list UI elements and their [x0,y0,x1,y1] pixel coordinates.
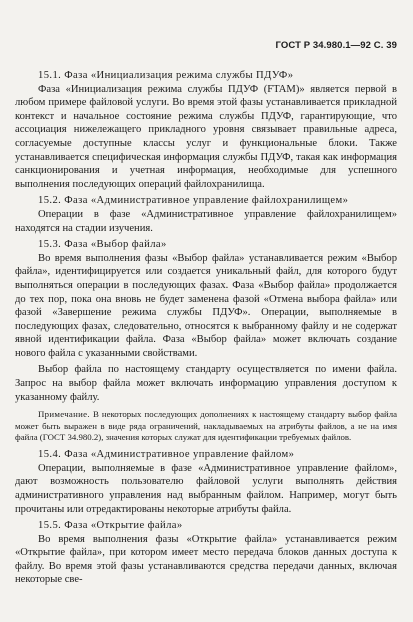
page-header: ГОСТ Р 34.980.1—92 С. 39 [275,40,397,51]
paragraph: Операции, выполняемые в фазе «Административное управление файлом», дают возможность пользователю файловой услуги выполнять действия административного управления над выбранным файлом. Например, могут быть прочитаны или отредактированы некоторые атрибуты файла. [15,462,397,515]
note-text: В некоторых последующих дополнениях к настоящему стандарту выбор файла может быть выражен в виде ряда ограничений, накладываемых на атрибуты файлов, а не на имя файла (ГОСТ 34.980.2), значения которых служат для идентификации требуемых файлов. [15,409,397,442]
section-heading-15-5: 15.5. Фаза «Открытие файла» [38,520,183,532]
paragraph: Выбор файла по настоящему стандарту осуществляется по имени файла. Запрос на выбор файла может включать информацию управления доступом к указанному файлу. [15,364,397,403]
paragraph: Во время выполнения фазы «Выбор файла» устанавливается режим «Выбор файла», идентифицируется или создается уникальный файл, для которого будут выполняться операции в последующих фазах. Фаза «Выбор файла» продолжается до тех пор, пока она вновь не будет заменена фазой «Отмена выбора файла» или фазой «Завершение режима службы ПДУФ». Операции, выполняемые в последующих фазах, следовательно, относятся к выбранному файлу и не содержат явной идентификации файла. Фаза «Выбор файла» может включать создание нового файла с указанными свойствами. [15,252,397,359]
document-body [15,66,397,587]
section-heading-15-3: 15.3. Фаза «Выбор файла» [38,239,167,251]
note-label: Примечание. [38,409,90,420]
section-heading-15-1: 15.1. Фаза «Инициализация режима службы ПДУФ» [38,70,294,81]
section-heading-15-2: 15.2. Фаза «Административное управление файлохранилищем» [38,195,349,207]
section-heading-15-4: 15.4. Фаза «Административное управление файлом» [38,449,295,461]
note [15,409,397,443]
paragraph: Во время выполнения фазы «Открытие файла» устанавливается режим «Открытие файла», при котором имеет место передача блоков данных доступа к файлу. Во время этой фазы устанавливаются средства передачи данных, включая некоторые све- [15,533,397,586]
paragraph: Операции в фазе «Административное управление файлохранилищем» находятся на стадии изучения. [15,208,397,234]
paragraph: Фаза «Инициализация режима службы ПДУФ (FTAM)» является первой в любом примере файловой услуги. Во время этой фазы устанавливается прикладной контекст и начальное состояние режима службы ПДУФ, гарантирующие, что ассоциация нижележащего прикладного уровня связывает правильные адреса, согласуемые доступные классы услуг и функциональные блоки. Также устанавливается специфическая информация службы ПДУФ, такая как информация санкционирования и учетная информация, необходимые для успешного выполнения последующих операций файлохранилища. [15,83,397,190]
